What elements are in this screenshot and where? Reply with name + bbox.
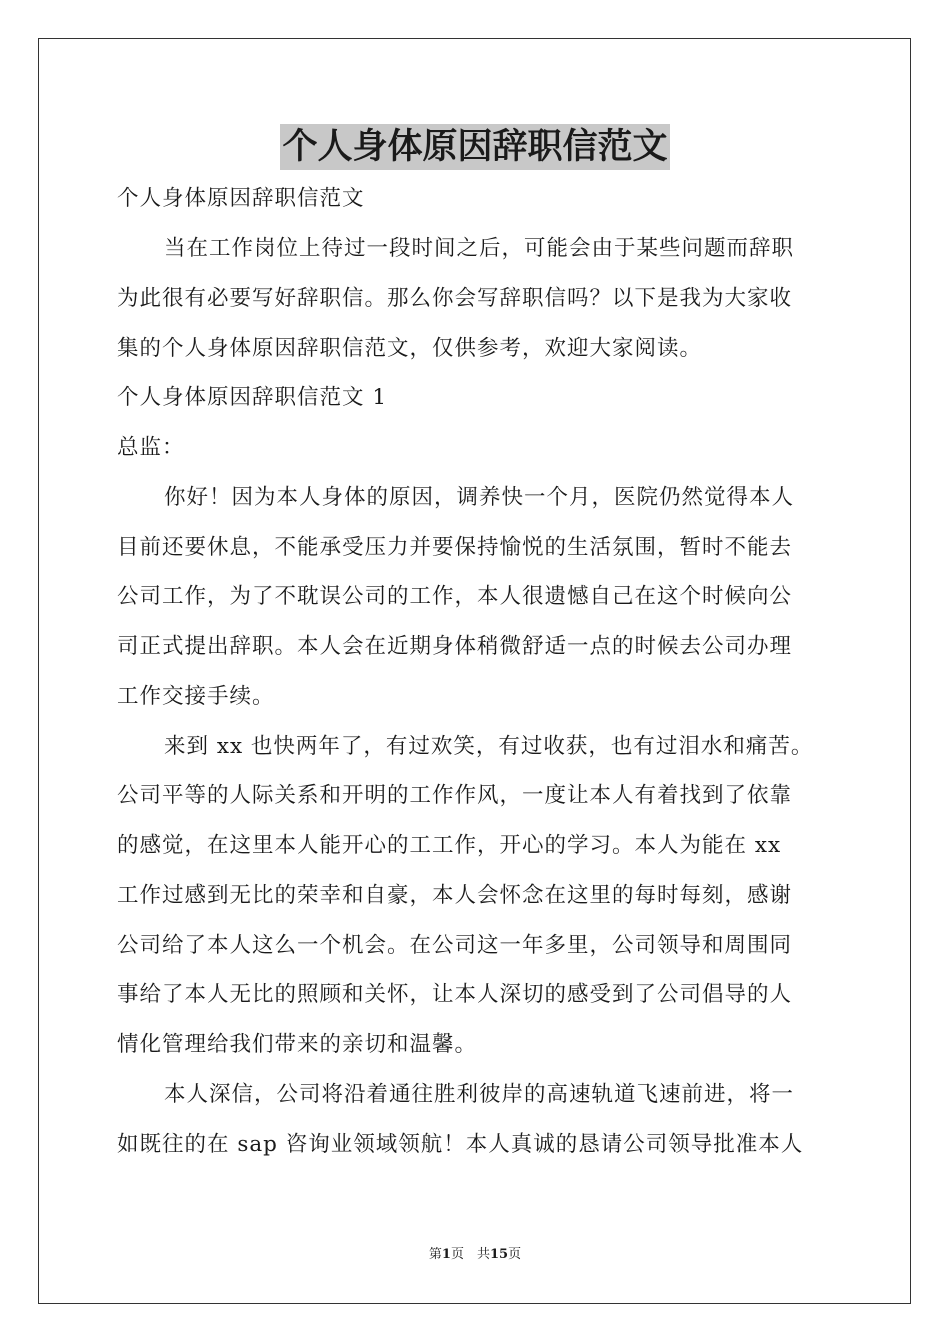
body-line: 本人深信，公司将沿着通往胜利彼岸的高速轨道飞速前进，将一 xyxy=(164,1082,795,1107)
body-line: 如既往的在 sap 咨询业领域领航！本人真诚的恳请公司领导批准本人 xyxy=(117,1132,804,1157)
body-line: 的感觉，在这里本人能开心的工工作，开心的学习。本人为能在 xx xyxy=(117,833,782,858)
footer-total-pages: 15 xyxy=(489,1247,509,1262)
body-line: 事给了本人无比的照顾和关怀，让本人深切的感受到了公司倡导的人 xyxy=(117,982,793,1007)
body-line: 公司给了本人这么一个机会。在公司这一年多里，公司领导和周围同 xyxy=(117,933,793,958)
body-line: 公司平等的人际关系和开明的工作作风，一度让本人有着找到了依靠 xyxy=(117,783,793,808)
footer-page-prefix: 第 xyxy=(428,1247,442,1262)
body-line: 你好！因为本人身体的原因，调养快一个月，医院仍然觉得本人 xyxy=(164,485,795,510)
body-line: 公司工作，为了不耽误公司的工作，本人很遗憾自己在这个时候向公 xyxy=(117,584,793,609)
body-line: 目前还要休息，不能承受压力并要保持愉悦的生活氛围，暂时不能去 xyxy=(117,535,793,560)
footer-page-mid: 页 共 xyxy=(450,1247,490,1262)
page-footer xyxy=(0,1246,950,1264)
section-heading: 个人身体原因辞职信范文 1 xyxy=(117,385,388,410)
body-line: 为此很有必要写好辞职信。那么你会写辞职信吗？以下是我为大家收 xyxy=(117,286,793,311)
body-line: 集的个人身体原因辞职信范文，仅供参考，欢迎大家阅读。 xyxy=(117,336,703,361)
body-line: 司正式提出辞职。本人会在近期身体稍微舒适一点的时候去公司办理 xyxy=(117,634,793,659)
body-line: 当在工作岗位上待过一段时间之后，可能会由于某些问题而辞职 xyxy=(164,236,795,261)
salutation: 总监： xyxy=(117,435,185,460)
body-line: 情化管理给我们带来的亲切和温馨。 xyxy=(117,1032,478,1057)
page-border xyxy=(38,38,911,1304)
footer-current-page: 1 xyxy=(441,1247,451,1262)
title-container xyxy=(0,124,950,170)
footer-page-suffix: 页 xyxy=(508,1247,522,1262)
body-line: 工作过感到无比的荣幸和自豪，本人会怀念在这里的每时每刻，感谢 xyxy=(117,883,793,908)
body-line: 工作交接手续。 xyxy=(117,684,275,709)
body-line: 来到 xx 也快两年了，有过欢笑，有过收获，也有过泪水和痛苦。 xyxy=(164,734,814,759)
subtitle-line: 个人身体原因辞职信范文 xyxy=(117,186,365,211)
document-title: 个人身体原因辞职信范文 xyxy=(280,124,669,170)
